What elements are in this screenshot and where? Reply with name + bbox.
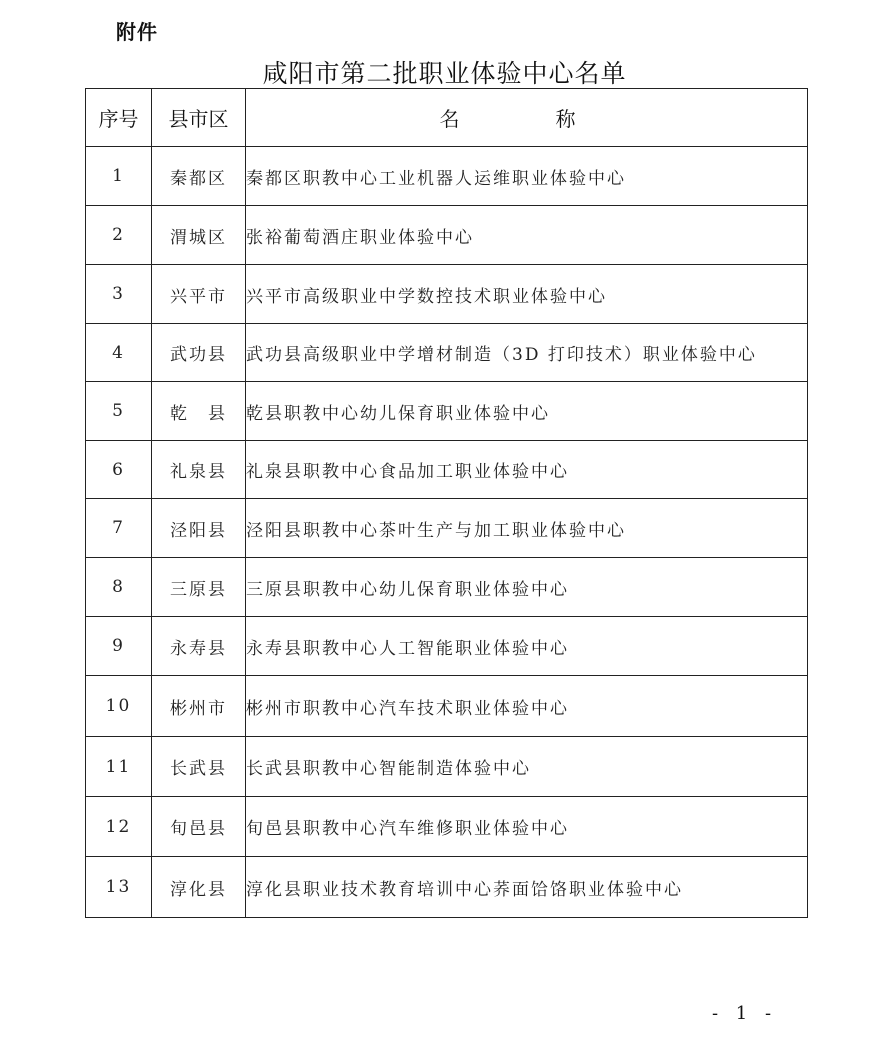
table-row [86, 617, 808, 676]
row-name-cell: 彬州市职教中心汽车技术职业体验中心 [246, 676, 808, 737]
row-county-cell: 乾 县 [152, 382, 246, 441]
row-county-cell: 旬邑县 [152, 797, 246, 857]
table-row [86, 324, 808, 382]
row-name-cell: 三原县职教中心幼儿保育职业体验中心 [246, 558, 808, 617]
table-row [86, 382, 808, 441]
row-county-cell: 武功县 [152, 324, 246, 382]
row-number-cell: 5 [86, 382, 152, 441]
row-county-cell: 永寿县 [152, 617, 246, 676]
row-name-cell: 武功县高级职业中学增材制造（3D 打印技术）职业体验中心 [246, 324, 808, 382]
row-number-cell: 2 [86, 206, 152, 265]
row-county-cell: 兴平市 [152, 265, 246, 324]
row-number-cell: 9 [86, 617, 152, 676]
row-name-cell: 乾县职教中心幼儿保育职业体验中心 [246, 382, 808, 441]
row-name-cell: 秦都区职教中心工业机器人运维职业体验中心 [246, 147, 808, 206]
row-county-cell: 三原县 [152, 558, 246, 617]
row-number-cell: 7 [86, 499, 152, 558]
row-name-cell: 旬邑县职教中心汽车维修职业体验中心 [246, 797, 808, 857]
table-row [86, 206, 808, 265]
row-name-cell: 兴平市高级职业中学数控技术职业体验中心 [246, 265, 808, 324]
row-name-cell: 永寿县职教中心人工智能职业体验中心 [246, 617, 808, 676]
attachment-label: 附件 [116, 20, 158, 44]
row-number-cell: 13 [86, 857, 152, 918]
table-row [86, 797, 808, 857]
table-row [86, 857, 808, 918]
row-name-cell: 张裕葡萄酒庄职业体验中心 [246, 206, 808, 265]
row-name-cell: 淳化县职业技术教育培训中心荞面饸饹职业体验中心 [246, 857, 808, 918]
column-header-name: 名 称 [246, 89, 808, 147]
table-row [86, 265, 808, 324]
column-header-number: 序号 [86, 89, 152, 147]
row-number-cell: 8 [86, 558, 152, 617]
row-number-cell: 4 [86, 324, 152, 382]
row-number-cell: 3 [86, 265, 152, 324]
row-county-cell: 泾阳县 [152, 499, 246, 558]
table-row [86, 737, 808, 797]
experience-center-table [85, 88, 808, 918]
document-title: 咸阳市第二批职业体验中心名单 [262, 59, 627, 88]
row-number-cell: 6 [86, 441, 152, 499]
row-number-cell: 12 [86, 797, 152, 857]
row-name-cell: 长武县职教中心智能制造体验中心 [246, 737, 808, 797]
table-row [86, 147, 808, 206]
row-number-cell: 11 [86, 737, 152, 797]
row-name-cell: 礼泉县职教中心食品加工职业体验中心 [246, 441, 808, 499]
row-name-cell: 泾阳县职教中心茶叶生产与加工职业体验中心 [246, 499, 808, 558]
row-number-cell: 1 [86, 147, 152, 206]
row-number-cell: 10 [86, 676, 152, 737]
table-row [86, 499, 808, 558]
row-county-cell: 彬州市 [152, 676, 246, 737]
row-county-cell: 礼泉县 [152, 441, 246, 499]
row-county-cell: 长武县 [152, 737, 246, 797]
row-county-cell: 淳化县 [152, 857, 246, 918]
table-row [86, 676, 808, 737]
row-county-cell: 渭城区 [152, 206, 246, 265]
table-row [86, 441, 808, 499]
column-header-county: 县市区 [152, 89, 246, 147]
table-row [86, 558, 808, 617]
row-county-cell: 秦都区 [152, 147, 246, 206]
page-number: - 1 - [712, 1003, 778, 1024]
table-header-row [86, 89, 808, 147]
